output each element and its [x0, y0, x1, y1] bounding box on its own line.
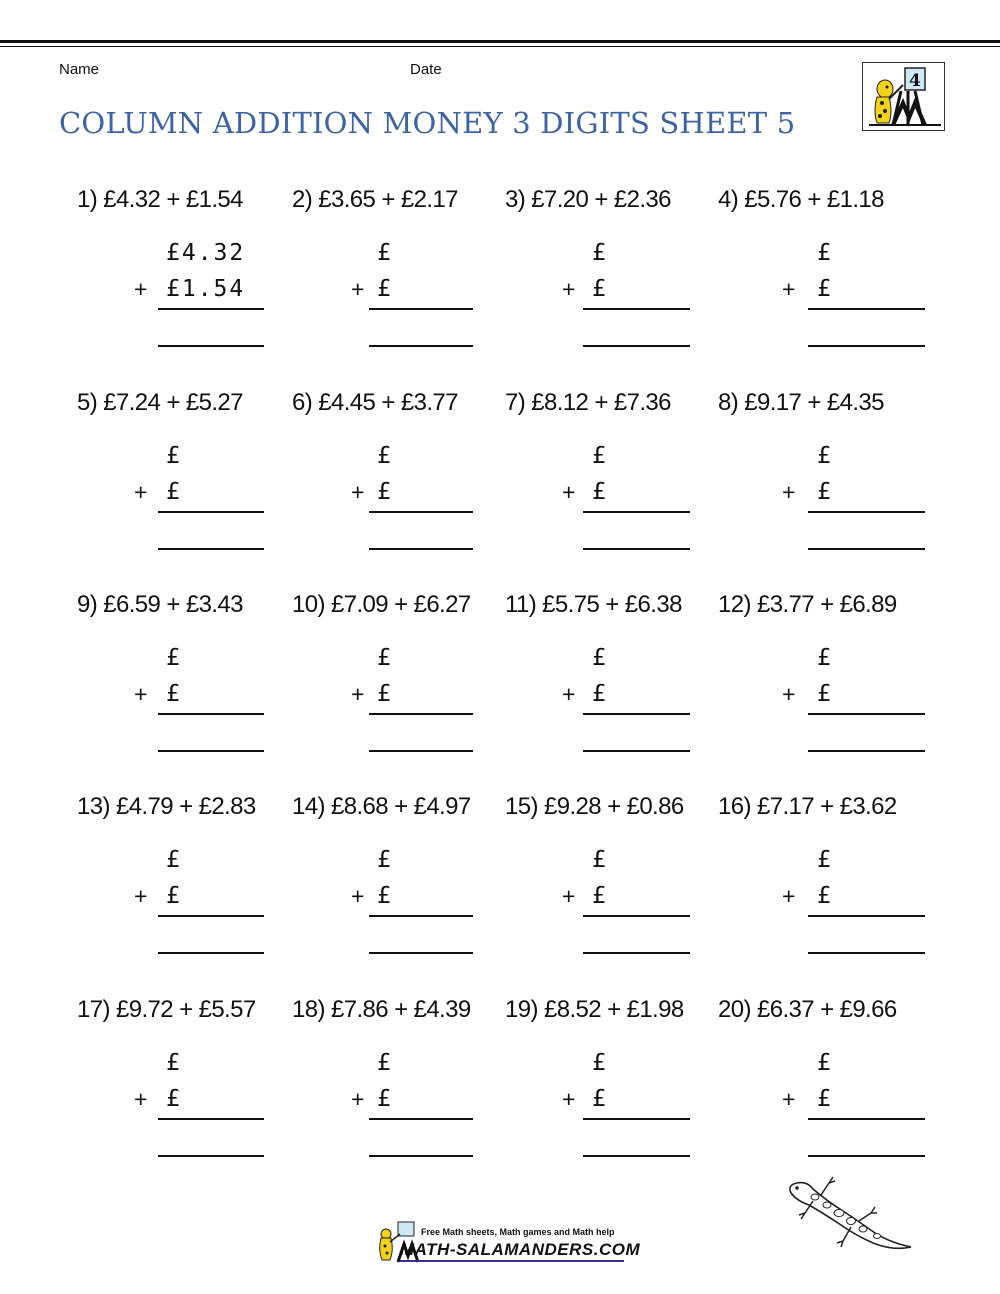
plus-sign: +: [351, 1086, 365, 1112]
bottom-addend: £: [592, 883, 608, 909]
bottom-addend: £: [817, 681, 833, 707]
bottom-addend: £: [166, 479, 182, 505]
answer-line[interactable]: [583, 1155, 690, 1157]
top-addend: £: [166, 443, 182, 469]
problem-label: 16) £7.17 + £3.62: [718, 793, 897, 820]
top-addend: £: [817, 847, 833, 873]
top-addend: £: [592, 847, 608, 873]
bottom-addend: £: [166, 681, 182, 707]
problem-label: 2) £3.65 + £2.17: [292, 186, 458, 213]
footer-brand[interactable]: MATH-SALAMANDERS.COM: [400, 1240, 641, 1259]
problem-label: 14) £8.68 + £4.97: [292, 793, 471, 820]
answer-line[interactable]: [808, 548, 925, 550]
bottom-addend: £: [592, 1086, 608, 1112]
problem-label: 9) £6.59 + £3.43: [77, 591, 243, 618]
top-addend: £: [592, 240, 608, 266]
top-addend: £: [817, 645, 833, 671]
plus-sign: +: [782, 479, 796, 505]
answer-line[interactable]: [158, 952, 264, 954]
top-addend: £: [377, 847, 393, 873]
answer-line[interactable]: [808, 1155, 925, 1157]
sum-rule: [158, 511, 264, 513]
sum-rule: [808, 713, 925, 715]
bottom-addend: £: [817, 883, 833, 909]
bottom-addend: £: [592, 479, 608, 505]
plus-sign: +: [351, 479, 365, 505]
answer-line[interactable]: [808, 952, 925, 954]
plus-sign: +: [351, 276, 365, 302]
bottom-addend: £: [166, 883, 182, 909]
top-addend: £4.32: [166, 240, 246, 266]
plus-sign: +: [134, 883, 148, 909]
grade-badge: 4: [909, 71, 921, 91]
bottom-addend: £: [377, 1086, 393, 1112]
plus-sign: +: [351, 883, 365, 909]
name-label: Name: [59, 61, 100, 78]
top-addend: £: [377, 240, 393, 266]
salamander-teacher-icon: [863, 63, 946, 132]
grade-logo: [862, 62, 945, 131]
problem-label: 13) £4.79 + £2.83: [77, 793, 256, 820]
footer-underline: [400, 1260, 624, 1262]
problem-label: 3) £7.20 + £2.36: [505, 186, 671, 213]
problem-label: 20) £6.37 + £9.66: [718, 996, 897, 1023]
plus-sign: +: [782, 276, 796, 302]
sum-rule: [583, 1118, 690, 1120]
sum-rule: [369, 713, 473, 715]
plus-sign: +: [782, 883, 796, 909]
top-addend: £: [817, 240, 833, 266]
top-addend: £: [592, 443, 608, 469]
answer-line[interactable]: [369, 952, 473, 954]
plus-sign: +: [134, 276, 148, 302]
top-addend: £: [166, 645, 182, 671]
answer-line[interactable]: [583, 345, 690, 347]
problem-label: 11) £5.75 + £6.38: [505, 591, 682, 618]
top-addend: £: [817, 1050, 833, 1076]
problem-label: 10) £7.09 + £6.27: [292, 591, 471, 618]
sum-rule: [808, 1118, 925, 1120]
bottom-addend: £: [817, 479, 833, 505]
plus-sign: +: [562, 276, 576, 302]
answer-line[interactable]: [158, 548, 264, 550]
problem-label: 7) £8.12 + £7.36: [505, 389, 671, 416]
answer-line[interactable]: [583, 750, 690, 752]
top-addend: £: [377, 645, 393, 671]
sum-rule: [158, 713, 264, 715]
bottom-addend: £: [817, 1086, 833, 1112]
answer-line[interactable]: [158, 1155, 264, 1157]
top-rule-thin: [0, 46, 1000, 47]
answer-line[interactable]: [583, 548, 690, 550]
salamander-icon: [783, 1175, 915, 1257]
salamander-illustration: [783, 1175, 915, 1257]
top-addend: £: [592, 1050, 608, 1076]
sum-rule: [808, 511, 925, 513]
answer-line[interactable]: [369, 548, 473, 550]
problem-label: 4) £5.76 + £1.18: [718, 186, 884, 213]
plus-sign: +: [134, 479, 148, 505]
answer-line[interactable]: [583, 952, 690, 954]
bottom-addend: £: [166, 1086, 182, 1112]
plus-sign: +: [134, 681, 148, 707]
bottom-addend: £: [592, 276, 608, 302]
problem-label: 6) £4.45 + £3.77: [292, 389, 458, 416]
sum-rule: [158, 1118, 264, 1120]
bottom-addend: £: [377, 681, 393, 707]
sum-rule: [369, 308, 473, 310]
plus-sign: +: [134, 1086, 148, 1112]
plus-sign: +: [782, 681, 796, 707]
top-addend: £: [166, 847, 182, 873]
problem-label: 8) £9.17 + £4.35: [718, 389, 884, 416]
bottom-addend: £1.54: [166, 276, 246, 302]
sum-rule: [583, 308, 690, 310]
answer-line[interactable]: [369, 345, 473, 347]
plus-sign: +: [351, 681, 365, 707]
problem-label: 5) £7.24 + £5.27: [77, 389, 243, 416]
problem-label: 1) £4.32 + £1.54: [77, 186, 243, 213]
problem-label: 15) £9.28 + £0.86: [505, 793, 684, 820]
bottom-addend: £: [817, 276, 833, 302]
bottom-addend: £: [377, 883, 393, 909]
bottom-addend: £: [377, 276, 393, 302]
problem-label: 19) £8.52 + £1.98: [505, 996, 684, 1023]
sum-rule: [158, 308, 264, 310]
answer-line[interactable]: [158, 750, 264, 752]
plus-sign: +: [562, 883, 576, 909]
bottom-addend: £: [592, 681, 608, 707]
sum-rule: [369, 511, 473, 513]
plus-sign: +: [562, 479, 576, 505]
problem-label: 17) £9.72 + £5.57: [77, 996, 256, 1023]
plus-sign: +: [562, 1086, 576, 1112]
footer-tagline: Free Math sheets, Math games and Math help: [421, 1227, 615, 1237]
sum-rule: [583, 511, 690, 513]
answer-line[interactable]: [369, 1155, 473, 1157]
sum-rule: [808, 915, 925, 917]
sum-rule: [583, 713, 690, 715]
answer-line[interactable]: [808, 750, 925, 752]
top-rule: [0, 40, 1000, 43]
top-addend: £: [592, 645, 608, 671]
top-addend: £: [377, 1050, 393, 1076]
sum-rule: [808, 308, 925, 310]
top-addend: £: [377, 443, 393, 469]
answer-line[interactable]: [369, 750, 473, 752]
sum-rule: [369, 1118, 473, 1120]
problem-label: 12) £3.77 + £6.89: [718, 591, 897, 618]
plus-sign: +: [562, 681, 576, 707]
top-addend: £: [166, 1050, 182, 1076]
plus-sign: +: [782, 1086, 796, 1112]
sum-rule: [369, 915, 473, 917]
sum-rule: [583, 915, 690, 917]
page-title: COLUMN ADDITION MONEY 3 DIGITS SHEET 5: [59, 106, 796, 140]
problem-label: 18) £7.86 + £4.39: [292, 996, 471, 1023]
top-addend: £: [817, 443, 833, 469]
date-label: Date: [410, 61, 442, 78]
answer-line[interactable]: [158, 345, 264, 347]
sum-rule: [158, 915, 264, 917]
answer-line[interactable]: [808, 345, 925, 347]
bottom-addend: £: [377, 479, 393, 505]
